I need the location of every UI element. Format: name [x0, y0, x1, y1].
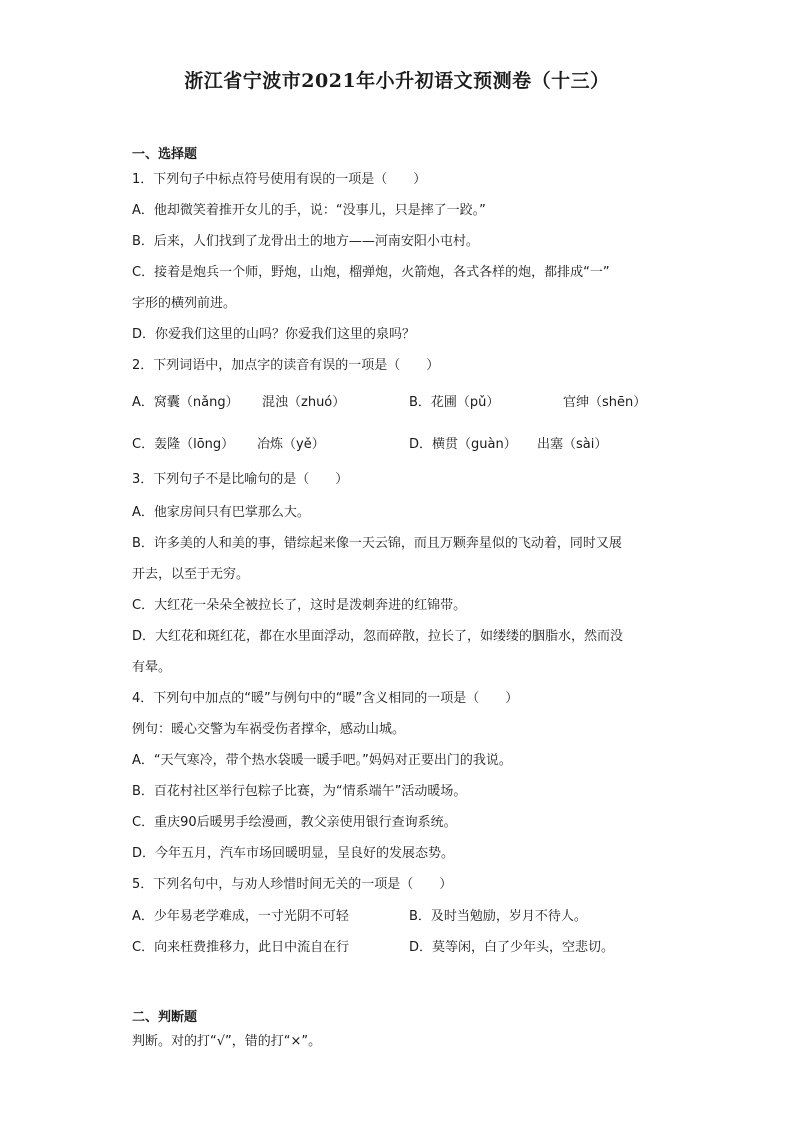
q3-stem: 3．下列句子不是比喻句的是（ ）: [132, 472, 349, 487]
q3-option-b-cont: 开去，以至于无穷。: [132, 567, 250, 582]
q5-option-b: B．及时当勉励，岁月不待人。: [409, 909, 587, 924]
q3-option-d: D．大红花和斑红花，都在水里面浮动，忽而碎散，拉长了，如缕缕的胭脂水，然而没: [132, 629, 624, 644]
judgment-instruction: 判断。对的打“√”，错的打“×”。: [132, 1034, 322, 1049]
q5-row-cd: [132, 939, 672, 957]
q1-option-a: A．他却微笑着推开女儿的手，说：“没事儿，只是摔了一跤。”: [132, 203, 486, 218]
q4-option-b: B．百花村社区举行包粽子比赛，为“情系端午”活动暖场。: [132, 784, 467, 799]
q2-row-ab: [132, 394, 672, 412]
page-title: 浙江省宁波市2021年小升初语文预测卷（十三）: [184, 70, 610, 92]
q4-option-c: C．重庆90后暖男手绘漫画，教父亲使用银行查询系统。: [132, 815, 457, 830]
q2-option-b-1: B．花圃（pǔ）: [409, 395, 500, 410]
q5-row-ab: [132, 908, 672, 926]
q4-option-d: D．今年五月，汽车市场回暖明显，呈良好的发展态势。: [132, 846, 455, 861]
q1-stem: 1．下列句子中标点符号使用有误的一项是（ ）: [132, 172, 427, 187]
q3-option-b: B．许多美的人和美的事，错综起来像一天云锦，而且万颗奔星似的飞动着，同时又展: [132, 536, 622, 551]
q3-option-c: C．大红花一朵朵全被拉长了，这时是泼刺奔进的红锦带。: [132, 598, 467, 613]
q5-option-d: D．莫等闲，白了少年头，空悲切。: [409, 940, 615, 955]
q1-option-c: C．接着是炮兵一个师，野炮，山炮，榴弹炮，火箭炮，各式各样的炮，都排成“一”: [132, 265, 610, 280]
q1-option-c-cont: 字形的横列前进。: [132, 296, 237, 311]
q2-row-cd: [132, 436, 672, 454]
q3-option-a: A．他家房间只有巴掌那么大。: [132, 505, 310, 520]
q2-option-a-2: 混浊（zhuó）: [262, 395, 346, 410]
section-heading-judgment: 二、判断题: [132, 1010, 198, 1025]
q1-option-d: D．你爱我们这里的山吗？你爱我们这里的泉吗？: [132, 327, 416, 342]
q2-stem: 2．下列词语中，加点字的读音有误的一项是（ ）: [132, 358, 440, 373]
q2-option-c-2: 冶炼（yě）: [257, 437, 325, 452]
q2-option-d-1: D．横贯（guàn）: [409, 437, 517, 452]
q4-example: 例句：暖心交警为车祸受伤者撑伞，感动山城。: [132, 722, 406, 737]
section-heading-choice: 一、选择题: [132, 147, 198, 162]
q5-stem: 5．下列名句中，与劝人珍惜时间无关的一项是（ ）: [132, 877, 453, 892]
q2-option-b-2: 官绅（shēn）: [563, 395, 647, 410]
q3-option-d-cont: 有晕。: [132, 660, 172, 675]
q4-option-a: A．“天气寒冷，带个热水袋暖一暖手吧。”妈妈对正要出门的我说。: [132, 753, 512, 768]
q5-option-a: A．少年易老学难成，一寸光阴不可轻: [132, 909, 349, 924]
q2-option-d-2: 出塞（sài）: [537, 437, 608, 452]
q5-option-c: C．向来枉费推移力，此日中流自在行: [132, 940, 350, 955]
q2-option-a-1: A．窝囊（nǎng）: [132, 395, 239, 410]
q4-stem: 4．下列句中加点的“暖”与例句中的“暖”含义相同的一项是（ ）: [132, 691, 519, 706]
q2-option-c-1: C．轰隆（lōng）: [132, 437, 235, 452]
q1-option-b: B．后来，人们找到了龙骨出土的地方——河南安阳小屯村。: [132, 234, 479, 249]
